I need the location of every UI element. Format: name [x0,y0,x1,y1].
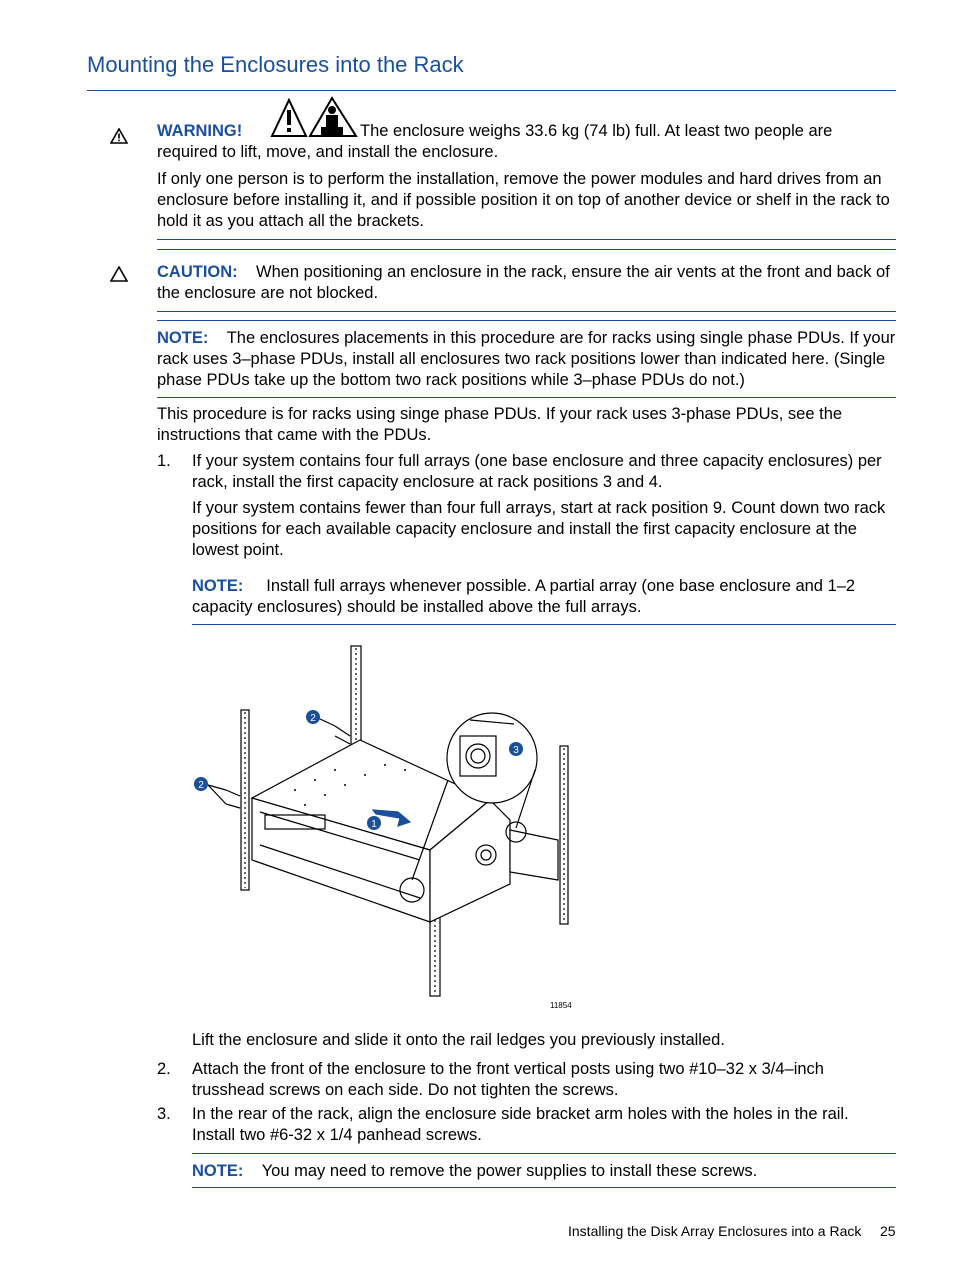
note3-text: You may need to remove the power supplies to install these screws. [261,1162,758,1180]
caution-icon [110,266,128,282]
step3-number: 3. [157,1105,171,1123]
step2-number: 2. [157,1060,171,1078]
note1-text: The enclosures placements in this procedure are for racks using single phase PDUs. If your rack uses 3–phase PDUs, install all enclosures two rack positions lower than indicated here. (Single phase PDUs take up the bottom two rack positions while 3–phase PDUs do not.) [157,329,896,389]
note-block-2 [192,576,892,618]
figure-id: 11854 [550,1001,572,1010]
callout-2-rear [306,710,320,724]
title-rule [87,90,896,91]
page-number: 25 [880,1223,896,1239]
callout-3 [509,742,523,756]
callout-2-front [194,777,208,791]
step2-text: Attach the front of the enclosure to the front vertical posts using two #10–32 x 3/4–inch trusshead screws on each side. Do not tighten the screws. [192,1060,824,1099]
caution-rule-1 [157,311,896,312]
note1-rule [157,397,896,398]
caution-text: When positioning an enclosure in the rack, ensure the air vents at the front and back of the enclosure are not blocked. [157,263,890,302]
note-block-3 [192,1161,757,1182]
warning-label: WARNING! [157,122,243,140]
step1-text: If your system contains four full arrays (one base enclosure and three capacity enclosures) per rack, install the first capacity enclosure at rack positions 3 and 4. [192,452,882,491]
svg-text:2: 2 [198,780,204,791]
step1-number: 1. [157,452,171,470]
intro-paragraph: This procedure is for racks using singe phase PDUs. If your rack uses 3-phase PDUs, see the instructions that came with the PDUs. [157,405,843,444]
note3-rule-top [192,1153,896,1154]
warning-paragraph: If only one person is to perform the installation, remove the power modules and hard drives from an enclosure before installing it, and if possible position it on top of another device or shelf in the rack to hold it as you attach all the brackets. [157,170,890,230]
note3-label: NOTE: [192,1162,244,1180]
note2-text: Install full arrays whenever possible. A partial array (one base enclosure and 1–2 capacity enclosures) should be installed above the full arrays. [192,577,856,616]
svg-text:1: 1 [371,819,377,830]
lift-text: Lift the enclosure and slide it onto the rail ledges you previously installed. [192,1031,725,1049]
warning-rule-1 [157,239,896,240]
svg-text:3: 3 [513,745,519,756]
note-block-1 [157,328,897,391]
warning-text-line2: required to lift, move, and install the enclosure. [157,143,499,161]
svg-text:2: 2 [310,713,316,724]
warning-icon [110,128,128,144]
callout-1 [367,816,381,830]
rack-installation-figure [190,640,590,1020]
note1-label: NOTE: [157,329,209,347]
warning-rule-2 [157,249,896,250]
section-title: Mounting the Enclosures into the Rack [87,52,464,77]
step3-text: In the rear of the rack, align the enclosure side bracket arm holes with the holes in the rail. Install two #6-32 x 1/4 panhead screws. [192,1105,849,1144]
footer-title: Installing the Disk Array Enclosures into a Rack [568,1223,862,1239]
caution-label: CAUTION: [157,263,238,281]
note2-label: NOTE: [192,577,244,595]
note3-rule-bottom [192,1187,896,1188]
warning-text-line1: The enclosure weighs 33.6 kg (74 lb) full. At least two people are [360,122,833,140]
caution-block [157,262,897,304]
step1-subtext: If your system contains fewer than four full arrays, start at rack position 9. Count down two rack positions for each available capacity enclosure and install the first capacity enclosure at the lowest point. [192,499,886,559]
note2-rule [192,624,896,625]
heavy-object-icon [270,96,358,138]
caution-rule-2 [157,320,896,321]
